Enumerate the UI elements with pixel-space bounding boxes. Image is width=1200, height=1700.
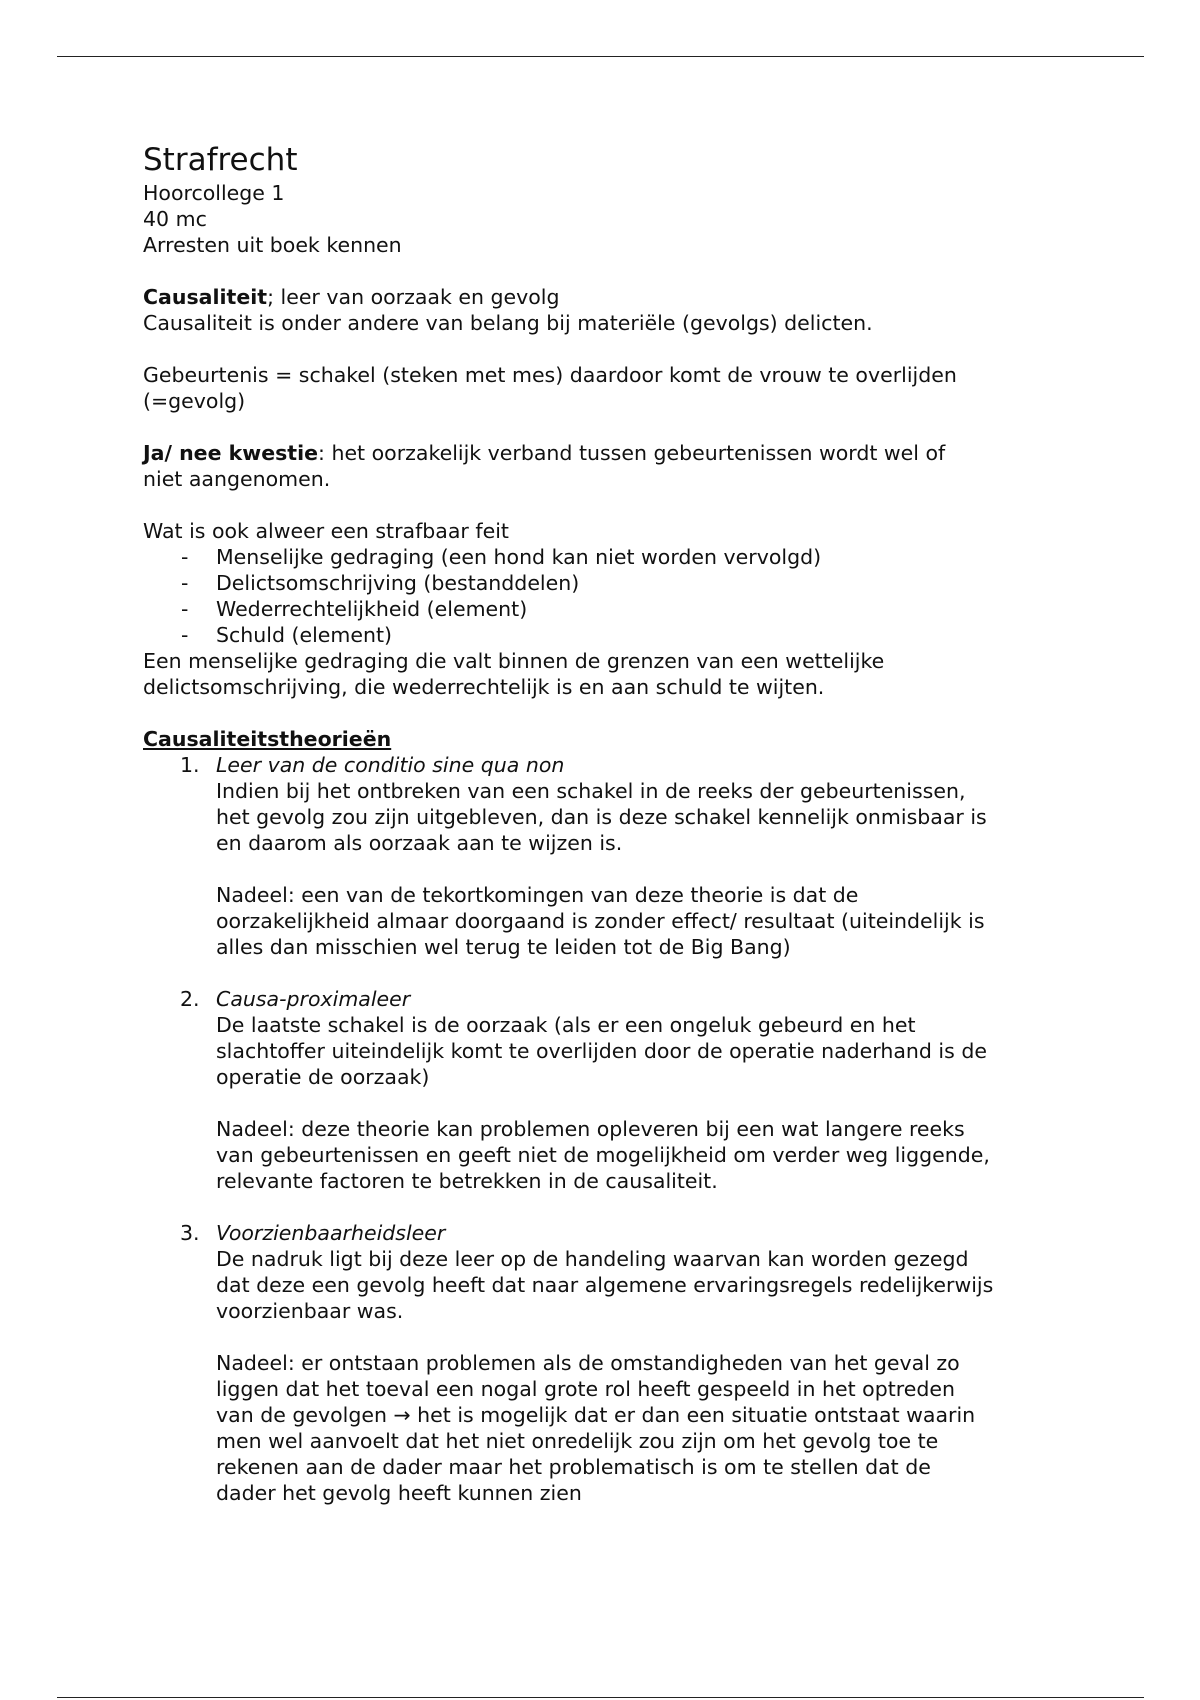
theory-description-line: voorzienbaar was. [216,1299,404,1323]
spacer [216,856,1073,882]
theory-description-line: het gevolg zou zijn uitgebleven, dan is deze schakel kennelijk onmisbaar is [216,805,987,829]
intro-line: 40 mc [143,207,207,231]
janee-term: Ja/ nee kwestie [143,441,319,465]
strafbaar-feit-intro: Wat is ook alweer een strafbaar feit [143,519,509,543]
theory-description-line: slachtoffer uiteindelijk komt te overlijden door de operatie naderhand is de [216,1039,987,1063]
document-page [143,140,1073,1506]
theory-drawback-line: van de gevolgen → het is mogelijk dat er dan een situatie ontstaat waarin [216,1403,976,1427]
theory-drawback-line: relevante factoren te betrekken in de causaliteit. [216,1169,718,1193]
theory-drawback-line: Nadeel: deze theorie kan problemen opleveren bij een wat langere reeks [216,1117,965,1141]
theory-drawback-line: liggen dat het toeval een nogal grote rol heeft gespeeld in het optreden [216,1377,955,1401]
gebeurtenis-line: (=gevolg) [143,389,246,413]
theory-description-line: dat deze een gevolg heeft dat naar algemene ervaringsregels redelijkerwijs [216,1273,994,1297]
causaliteit-term: Causaliteit [143,285,268,309]
theory-drawback-line: Nadeel: er ontstaan problemen als de omstandigheden van het geval zo [216,1351,960,1375]
dash-bullet: - [181,597,189,621]
janee-line [143,440,1073,466]
theory-name: Causa-proximaleer [216,987,411,1011]
theory-number: 1. [180,753,200,777]
dash-bullet: - [181,623,189,647]
spacer [216,1090,1073,1116]
gebeurtenis-line: Gebeurtenis = schakel (steken met mes) daardoor komt de vrouw te overlijden [143,363,957,387]
theory-description-line: Indien bij het ontbreken van een schakel in de reeks der gebeurtenissen, [216,779,966,803]
theory-drawback-line: alles dan misschien wel terug te leiden tot de Big Bang) [216,935,791,959]
theory-number: 2. [180,987,200,1011]
strafbaar-feit-summary: Een menselijke gedraging die valt binnen de grenzen van een wettelijke [143,649,885,673]
theory-drawback-line: men wel aanvoelt dat het niet onredelijk zou zijn om het gevolg toe te [216,1429,939,1453]
theory-item [143,1220,1073,1506]
intro-line: Arresten uit boek kennen [143,233,402,257]
intro-line: Hoorcollege 1 [143,181,285,205]
causaliteit-explanation: Causaliteit is onder andere van belang bij materiële (gevolgs) delicten. [143,311,873,335]
theory-drawback-line: rekenen aan de dader maar het problematisch is om te stellen dat de [216,1455,931,1479]
theory-description-line: De laatste schakel is de oorzaak (als er een ongeluk gebeurd en het [216,1013,916,1037]
spacer [143,258,1073,284]
theory-name: Leer van de conditio sine qua non [216,753,565,777]
theories-heading: Causaliteitstheorieën [143,727,392,751]
spacer [143,700,1073,726]
janee-text: : het oorzakelijk verband tussen gebeurtenissen wordt wel of [318,441,946,465]
spacer [143,414,1073,440]
theory-number: 3. [180,1221,200,1245]
theory-description-line: operatie de oorzaak) [216,1065,430,1089]
dash-bullet: - [181,545,189,569]
strafbaar-feit-list [143,544,1073,648]
theory-drawback-line: dader het gevolg heeft kunnen zien [216,1481,582,1505]
spacer [143,492,1073,518]
list-item [143,622,1073,648]
causaliteit-line [143,284,1073,310]
theory-description-line: De nadruk ligt bij deze leer op de handeling waarvan kan worden gezegd [216,1247,969,1271]
theory-item [143,752,1073,986]
list-item-text: Schuld (element) [216,623,393,647]
janee-line: niet aangenomen. [143,467,331,491]
list-item [143,596,1073,622]
spacer [143,336,1073,362]
causaliteit-definition: ; leer van oorzaak en gevolg [267,285,560,309]
theory-description-line: en daarom als oorzaak aan te wijzen is. [216,831,623,855]
theory-name: Voorzienbaarheidsleer [216,1221,446,1245]
list-item-text: Delictsomschrijving (bestanddelen) [216,571,580,595]
theory-drawback-line: van gebeurtenissen en geeft niet de mogelijkheid om verder weg liggende, [216,1143,990,1167]
list-item-text: Menselijke gedraging (een hond kan niet worden vervolgd) [216,545,822,569]
spacer [216,1324,1073,1350]
theory-drawback-line: oorzakelijkheid almaar doorgaand is zonder effect/ resultaat (uiteindelijk is [216,909,985,933]
document-title: Strafrecht [143,142,298,178]
theories-list [143,752,1073,1506]
theory-item [143,986,1073,1220]
spacer [216,960,1073,986]
list-item-text: Wederrechtelijkheid (element) [216,597,528,621]
bottom-rule [57,1697,1144,1698]
spacer [216,1194,1073,1220]
strafbaar-feit-summary: delictsomschrijving, die wederrechtelijk is en aan schuld te wijten. [143,675,825,699]
top-rule [57,56,1144,57]
list-item [143,544,1073,570]
list-item [143,570,1073,596]
theory-drawback-line: Nadeel: een van de tekortkomingen van deze theorie is dat de [216,883,859,907]
dash-bullet: - [181,571,189,595]
